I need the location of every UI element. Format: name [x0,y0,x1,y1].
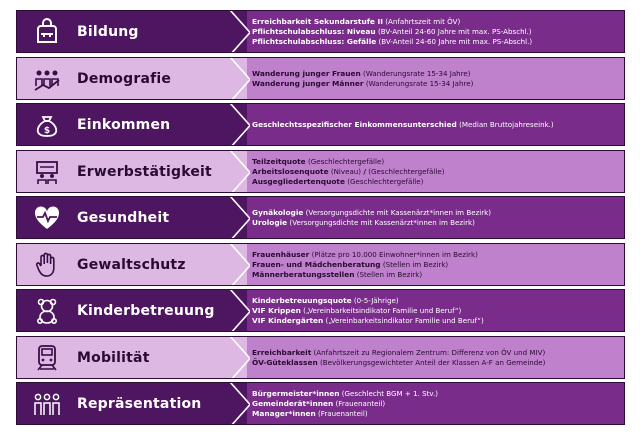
indicator-note: (Plätze pro 10.000 Einwohner*innen im Bezirk) [309,249,478,259]
indicator-name: Manager*innen [252,408,316,418]
category-title: Demografie [77,70,172,87]
indicator-item [252,358,620,368]
indicator-name: Gynäkologie [252,207,304,217]
category-label-panel [17,197,247,238]
indicator-note: (Anfahrtszeit mit ÖV) [383,16,461,26]
category-row [16,243,625,286]
indicator-item [252,348,620,358]
indicator-note: (Niveau) [328,166,364,176]
indicator-name: Urologie [252,217,288,227]
indicator-name: VIF Krippen [252,305,301,315]
indicator-note: (Versorgungsdichte mit Kassenärzt*innen im Bezirk) [303,207,492,217]
indicator-name: VIF Kindergärten [252,315,324,325]
indicator-note: (0-5-Jährige) [351,295,399,305]
indicator-item [252,208,620,218]
indicator-note: (Median Bruttojahreseink.) [456,119,554,129]
indicator-item [252,260,620,270]
indicator-item [252,250,620,260]
indicator-item [252,306,620,316]
category-row [16,57,625,100]
category-label-panel [17,58,247,99]
money-bag-icon [27,105,67,145]
indicator-name: Männerberatungsstellen [252,269,355,279]
indicator-note: (Versorgungsdichte mit Kassenärzt*innen im Bezirk) [287,217,475,227]
chevron-divider [224,382,250,425]
category-label-panel [17,337,247,378]
category-row [16,289,625,332]
indicator-item [252,296,620,306]
category-row [16,336,625,379]
indicator-item [252,399,620,409]
category-label-panel [17,104,247,145]
category-title: Gewaltschutz [77,256,186,273]
indicator-note: (Wanderungsrate 15-34 Jahre) [363,78,474,88]
indicator-separator: / [363,166,367,176]
indicator-note: (BV-Anteil 24-60 Jahre mit max. PS-Abschl.) [376,36,533,46]
indicator-list [252,11,620,52]
indicator-note: (Geschlecht BGM + 1. Stv.) [339,388,439,398]
chevron-divider [224,243,250,286]
category-label-panel [17,290,247,331]
chevron-divider [224,336,250,379]
indicator-item [252,27,620,37]
indicator-item [252,167,620,177]
indicator-item [252,316,620,326]
indicator-note: („Vereinbarkeitsindikator Familie und Beruf“) [323,315,484,325]
indicator-list [252,244,620,285]
indicator-list [252,104,620,145]
indicator-name: Frauenhäuser [252,249,310,259]
indicator-note: („Vereinbarkeitsindikator Familie und Beruf“) [300,305,462,315]
indicator-note: (Geschlechtergefälle) [344,176,424,186]
indicator-note: (Stellen im Bezirk) [354,269,423,279]
indicator-name: Bürgermeister*innen [252,388,340,398]
indicator-name: Erreichbarkeit [252,347,312,357]
category-row [16,196,625,239]
indicator-name: Geschlechtsspezifischer Einkommensunterschied [252,119,457,129]
category-title: Bildung [77,23,139,40]
chevron-divider [224,196,250,239]
indicator-list [252,58,620,99]
indicator-note: (BV-Anteil 24-60 Jahre mit max. PS-Abschl.) [375,26,532,36]
chevron-divider [224,57,250,100]
heart-pulse-icon [27,198,67,238]
chevron-divider [224,103,250,146]
indicator-name: Frauen- und Mädchenberatung [252,259,381,269]
indicator-item [252,409,620,419]
indicator-name: Teilzeitquote [252,156,306,166]
indicator-list [252,383,620,424]
indicator-name: Wanderung junger Frauen [252,68,361,78]
indicator-note: (Wanderungsrate 15-34 Jahre) [360,68,471,78]
indicator-name: Gemeinderät*innen [252,398,334,408]
category-title: Repräsentation [77,395,202,412]
backpack-icon [27,12,67,52]
indicator-name: Pflichtschulabschluss: Niveau [252,26,376,36]
indicator-item [252,69,620,79]
indicator-note: (Stellen im Bezirk) [380,259,449,269]
indicator-name: Erreichbarkeit Sekundarstufe II [252,16,384,26]
indicator-note: (Anfahrtszeit zu Regionalem Zentrum: Differenz von ÖV und MIV) [311,347,546,357]
indicator-name: ÖV-Güteklassen [252,357,318,367]
indicator-item [252,218,620,228]
indicator-item [252,270,620,280]
category-label-panel [17,383,247,424]
indicator-note: (Bevölkerungsgewichteter Anteil der Klassen A-F an Gemeinde) [317,357,546,367]
indicator-list [252,290,620,331]
category-title: Erwerbstätigkeit [77,163,212,180]
train-icon [27,338,67,378]
indicator-name: Arbeitslosenquote [252,166,329,176]
category-title: Gesundheit [77,209,170,226]
chevron-divider [224,150,250,193]
indicator-name: Pflichtschulabschluss: Gefälle [252,36,377,46]
category-label-panel [17,11,247,52]
indicator-item [252,79,620,89]
group-people-icon [27,384,67,424]
indicator-item [252,37,620,47]
indicator-name: Wanderung junger Männer [252,78,364,88]
category-title: Einkommen [77,116,171,133]
chevron-divider [224,10,250,53]
category-row [16,150,625,193]
indicator-item [252,17,620,27]
people-trend-icon [27,59,67,99]
indicator-note: (Geschlechtergefälle) [305,156,385,166]
indicator-name: Ausgegliedertenquote [252,176,345,186]
indicator-list [252,151,620,192]
category-label-panel [17,151,247,192]
category-label-panel [17,244,247,285]
indicator-item [252,157,620,167]
teddy-bear-icon [27,291,67,331]
chevron-divider [224,289,250,332]
indicator-note: (Geschlechtergefälle) [366,166,445,176]
indicator-note: (Frauenanteil) [315,408,368,418]
indicator-name: Kinderbetreuungsquote [252,295,352,305]
category-row [16,10,625,53]
svg-text:$: $ [43,125,51,136]
category-title: Kinderbetreuung [77,302,215,319]
raised-hand-icon [27,245,67,285]
category-row [16,382,625,425]
indicator-list [252,337,620,378]
indicator-list [252,197,620,238]
category-row [16,103,625,146]
indicator-item [252,177,620,187]
indicator-note: (Frauenanteil) [333,398,386,408]
indicator-item [252,389,620,399]
meeting-icon [27,152,67,192]
category-title: Mobilität [77,349,150,366]
indicator-item [252,120,620,130]
